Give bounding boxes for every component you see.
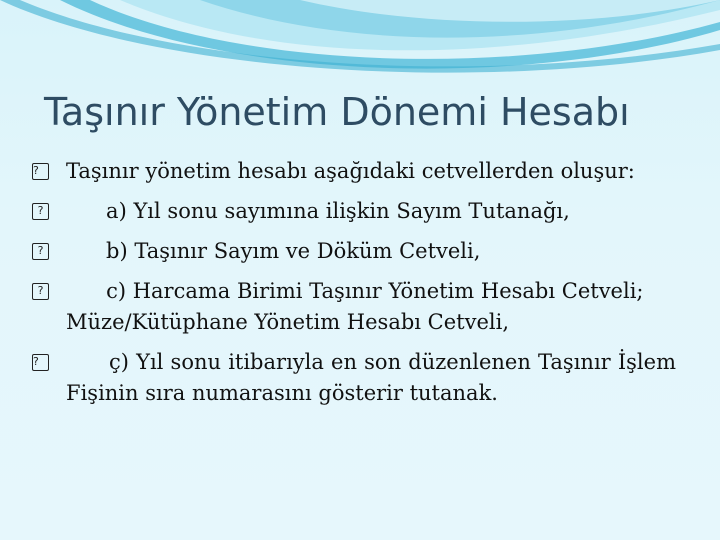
list-item-text: ç) Yıl sonu itibarıyla en son düzenlenen Taşınır İşlem Fişinin sıra numarasını gösterir tutanak.	[66, 350, 683, 405]
list-item	[32, 156, 676, 187]
bullet-box-icon: ?	[32, 203, 49, 220]
list-item-text: b) Taşınır Sayım ve Döküm Cetveli,	[66, 239, 481, 263]
bullet-box-icon: ?	[32, 163, 49, 180]
list-item	[32, 276, 676, 338]
list-item	[32, 236, 676, 267]
slide-title: Taşınır Yönetim Dönemi Hesabı	[44, 90, 630, 134]
list-item-text: c) Harcama Birimi Taşınır Yönetim Hesabı Cetveli; Müze/Kütüphane Yönetim Hesabı Cetveli,	[66, 279, 651, 334]
bullet-box-icon: ?	[32, 283, 49, 300]
list-item	[32, 347, 683, 409]
list-item	[32, 196, 676, 227]
bullet-box-icon: ?	[32, 243, 49, 260]
bullet-list	[32, 156, 683, 418]
bullet-box-icon: ?	[32, 354, 49, 371]
wave-decoration	[0, 0, 720, 80]
list-item-text: Taşınır yönetim hesabı aşağıdaki cetvellerden oluşur:	[66, 159, 635, 183]
list-item-text: a) Yıl sonu sayımına ilişkin Sayım Tutanağı,	[66, 199, 570, 223]
